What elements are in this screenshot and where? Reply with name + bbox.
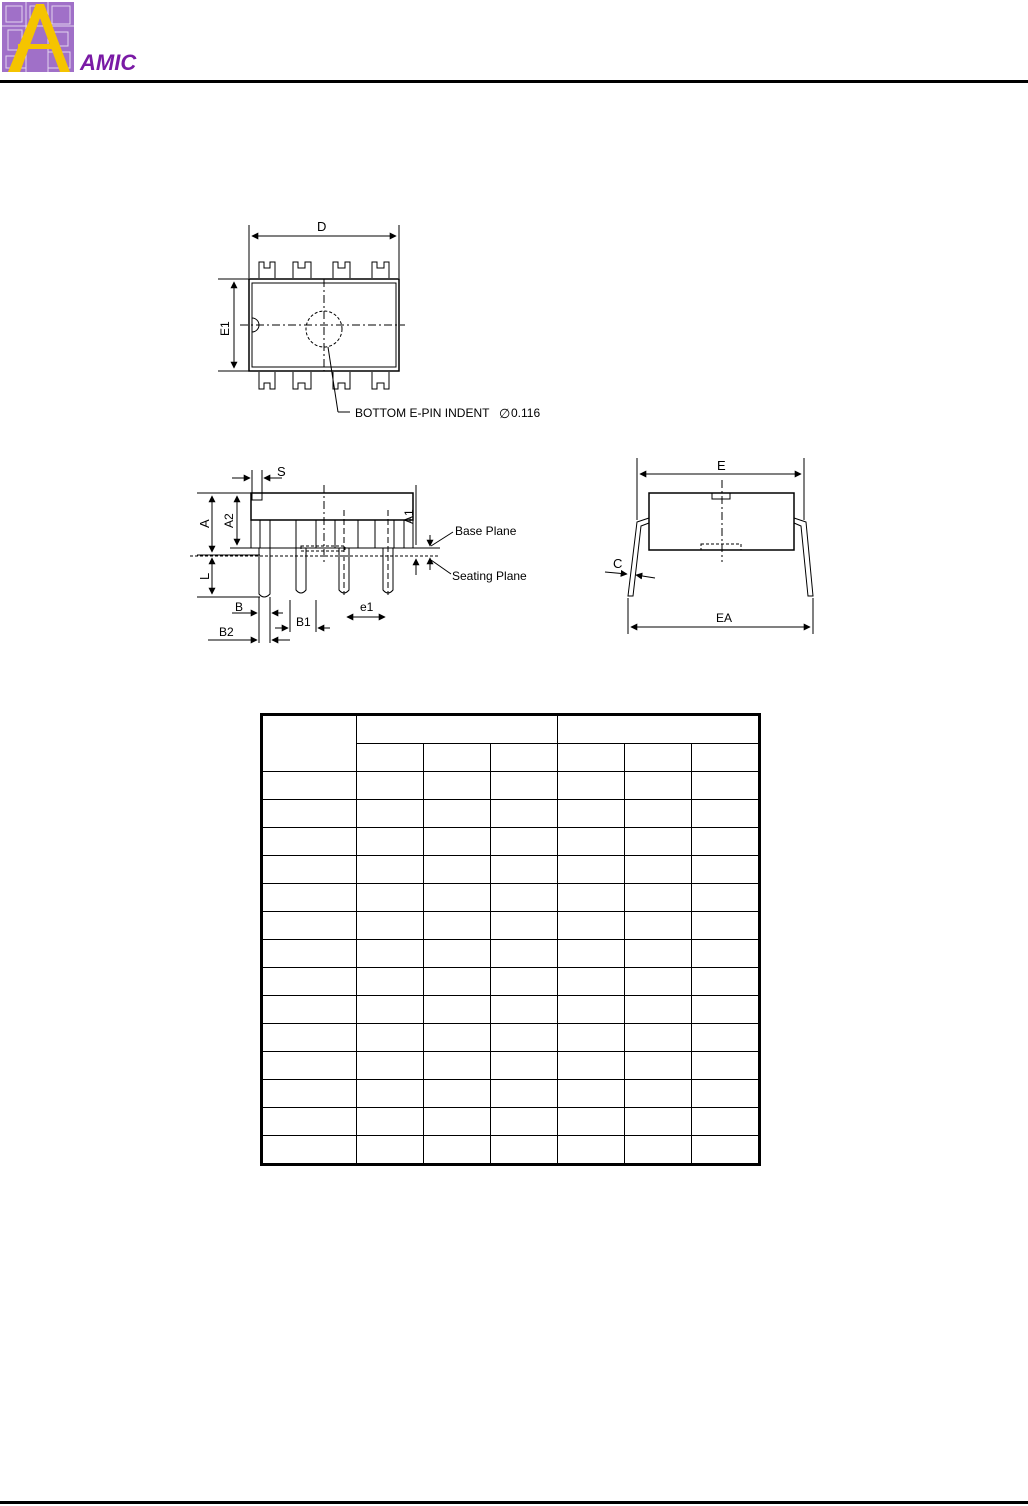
table-row bbox=[262, 828, 760, 856]
table-cell bbox=[262, 1080, 357, 1108]
table-cell bbox=[424, 968, 491, 996]
dim-b1-label: B1 bbox=[296, 615, 311, 629]
table-cell bbox=[558, 1108, 625, 1136]
table-cell bbox=[424, 1080, 491, 1108]
table-row bbox=[262, 772, 760, 800]
table-cell bbox=[558, 800, 625, 828]
table-cell bbox=[424, 940, 491, 968]
table-row bbox=[262, 1136, 760, 1165]
table-cell bbox=[692, 1052, 760, 1080]
table-cell bbox=[357, 1052, 424, 1080]
table-cell bbox=[424, 1108, 491, 1136]
table-cell bbox=[625, 1052, 692, 1080]
table-cell bbox=[491, 1052, 558, 1080]
table-cell bbox=[558, 996, 625, 1024]
table-header-symbol bbox=[262, 715, 357, 772]
dim-d-label: D bbox=[317, 219, 327, 234]
dim-b-label: B bbox=[235, 600, 244, 614]
table-cell bbox=[424, 1024, 491, 1052]
package-outline-drawing bbox=[0, 0, 1028, 700]
table-cell bbox=[424, 772, 491, 800]
table-cell bbox=[491, 940, 558, 968]
table-cell bbox=[491, 1136, 558, 1165]
table-cell bbox=[558, 772, 625, 800]
table-cell bbox=[491, 1080, 558, 1108]
table-row bbox=[262, 968, 760, 996]
table-cell bbox=[558, 968, 625, 996]
end-view bbox=[605, 458, 813, 634]
table-subheader-cell bbox=[424, 744, 491, 772]
table-cell bbox=[357, 940, 424, 968]
table-cell bbox=[491, 968, 558, 996]
table-cell bbox=[424, 800, 491, 828]
table-cell bbox=[491, 800, 558, 828]
dim-a1-label: A1 bbox=[402, 509, 416, 524]
table-row bbox=[262, 1108, 760, 1136]
table-body bbox=[262, 772, 760, 1165]
table-cell bbox=[357, 800, 424, 828]
table-row bbox=[262, 800, 760, 828]
table-cell bbox=[692, 1080, 760, 1108]
table-cell bbox=[424, 856, 491, 884]
table-cell bbox=[625, 1108, 692, 1136]
diameter-symbol: ∅ bbox=[499, 406, 511, 421]
table-cell bbox=[491, 1108, 558, 1136]
dim-e1-lead-label: e1 bbox=[360, 600, 374, 614]
table-cell bbox=[424, 912, 491, 940]
table-subheader-cell bbox=[357, 744, 424, 772]
dimension-table bbox=[260, 713, 761, 1166]
table-subheader-cell bbox=[491, 744, 558, 772]
table-cell bbox=[692, 828, 760, 856]
table-cell bbox=[692, 912, 760, 940]
table-header-row bbox=[262, 715, 760, 744]
table-cell bbox=[262, 1024, 357, 1052]
table-row bbox=[262, 884, 760, 912]
table-cell bbox=[625, 1080, 692, 1108]
dim-a-label: A bbox=[197, 519, 212, 528]
table-row bbox=[262, 1080, 760, 1108]
table-cell bbox=[558, 1136, 625, 1165]
table-cell bbox=[357, 884, 424, 912]
table-cell bbox=[625, 1024, 692, 1052]
table-cell bbox=[692, 856, 760, 884]
table-header-group-2 bbox=[558, 715, 760, 744]
table-cell bbox=[558, 940, 625, 968]
table-cell bbox=[558, 884, 625, 912]
table-cell bbox=[491, 884, 558, 912]
table-cell bbox=[692, 1024, 760, 1052]
seating-plane-label: Seating Plane bbox=[452, 569, 527, 583]
table-cell bbox=[625, 884, 692, 912]
table-cell bbox=[491, 856, 558, 884]
table-cell bbox=[357, 996, 424, 1024]
table-cell bbox=[625, 772, 692, 800]
table-cell bbox=[491, 828, 558, 856]
table-cell bbox=[262, 1052, 357, 1080]
table-cell bbox=[357, 1108, 424, 1136]
table-cell bbox=[558, 912, 625, 940]
table-cell bbox=[558, 1052, 625, 1080]
table-row bbox=[262, 912, 760, 940]
table-cell bbox=[424, 1052, 491, 1080]
table-subheader-cell bbox=[625, 744, 692, 772]
table-cell bbox=[262, 940, 357, 968]
indent-note-label: BOTTOM E-PIN INDENT bbox=[355, 406, 490, 420]
table-subheader-cell bbox=[558, 744, 625, 772]
brand-name: AMIC bbox=[80, 50, 137, 75]
table-cell bbox=[625, 828, 692, 856]
table-cell bbox=[262, 884, 357, 912]
table-row bbox=[262, 856, 760, 884]
table-cell bbox=[625, 800, 692, 828]
dim-b2-label: B2 bbox=[219, 625, 234, 639]
table-cell bbox=[357, 772, 424, 800]
base-plane-label: Base Plane bbox=[455, 524, 517, 538]
table-cell bbox=[625, 968, 692, 996]
table-cell bbox=[424, 828, 491, 856]
table-cell bbox=[625, 940, 692, 968]
table-cell bbox=[262, 996, 357, 1024]
table-cell bbox=[424, 1136, 491, 1165]
dim-e-label: E bbox=[717, 458, 726, 473]
table-cell bbox=[262, 912, 357, 940]
table-cell bbox=[625, 996, 692, 1024]
table-cell bbox=[625, 912, 692, 940]
table-cell bbox=[262, 800, 357, 828]
table-cell bbox=[558, 1080, 625, 1108]
table-cell bbox=[262, 1136, 357, 1165]
table-cell bbox=[424, 996, 491, 1024]
table-row bbox=[262, 996, 760, 1024]
table-cell bbox=[692, 996, 760, 1024]
table-row bbox=[262, 1024, 760, 1052]
table-cell bbox=[262, 772, 357, 800]
table-cell bbox=[262, 828, 357, 856]
table-cell bbox=[558, 1024, 625, 1052]
table-cell bbox=[262, 968, 357, 996]
table-cell bbox=[357, 1136, 424, 1165]
dim-l-label: L bbox=[197, 572, 212, 580]
table-subheader-cell bbox=[692, 744, 760, 772]
dim-c-label: C bbox=[613, 556, 623, 571]
table-cell bbox=[262, 856, 357, 884]
table-cell bbox=[357, 856, 424, 884]
table-cell bbox=[262, 1108, 357, 1136]
table-cell bbox=[491, 1024, 558, 1052]
table-cell bbox=[357, 968, 424, 996]
table-cell bbox=[491, 912, 558, 940]
table-cell bbox=[491, 772, 558, 800]
indent-value-label: 0.116 bbox=[511, 406, 541, 420]
table-header-group-1 bbox=[357, 715, 558, 744]
table-cell bbox=[357, 912, 424, 940]
top-view bbox=[218, 225, 405, 412]
dim-a2-label: A2 bbox=[222, 513, 236, 528]
table-cell bbox=[625, 856, 692, 884]
table-cell bbox=[692, 772, 760, 800]
table-cell bbox=[692, 968, 760, 996]
table-cell bbox=[357, 828, 424, 856]
side-view bbox=[190, 470, 453, 643]
dim-s-label: S bbox=[277, 464, 286, 479]
dim-ea-label: EA bbox=[716, 611, 733, 625]
table-cell bbox=[491, 996, 558, 1024]
table-cell bbox=[692, 1108, 760, 1136]
table-cell bbox=[357, 1024, 424, 1052]
table-row bbox=[262, 940, 760, 968]
table-cell bbox=[692, 1136, 760, 1165]
dim-e1-label: E1 bbox=[218, 321, 232, 336]
table-cell bbox=[357, 1080, 424, 1108]
table-cell bbox=[625, 1136, 692, 1165]
table-cell bbox=[424, 884, 491, 912]
table-cell bbox=[558, 828, 625, 856]
table-cell bbox=[558, 856, 625, 884]
table-cell bbox=[692, 940, 760, 968]
table-cell bbox=[692, 800, 760, 828]
table-row bbox=[262, 1052, 760, 1080]
table-cell bbox=[692, 884, 760, 912]
footer-rule bbox=[0, 1501, 1028, 1504]
